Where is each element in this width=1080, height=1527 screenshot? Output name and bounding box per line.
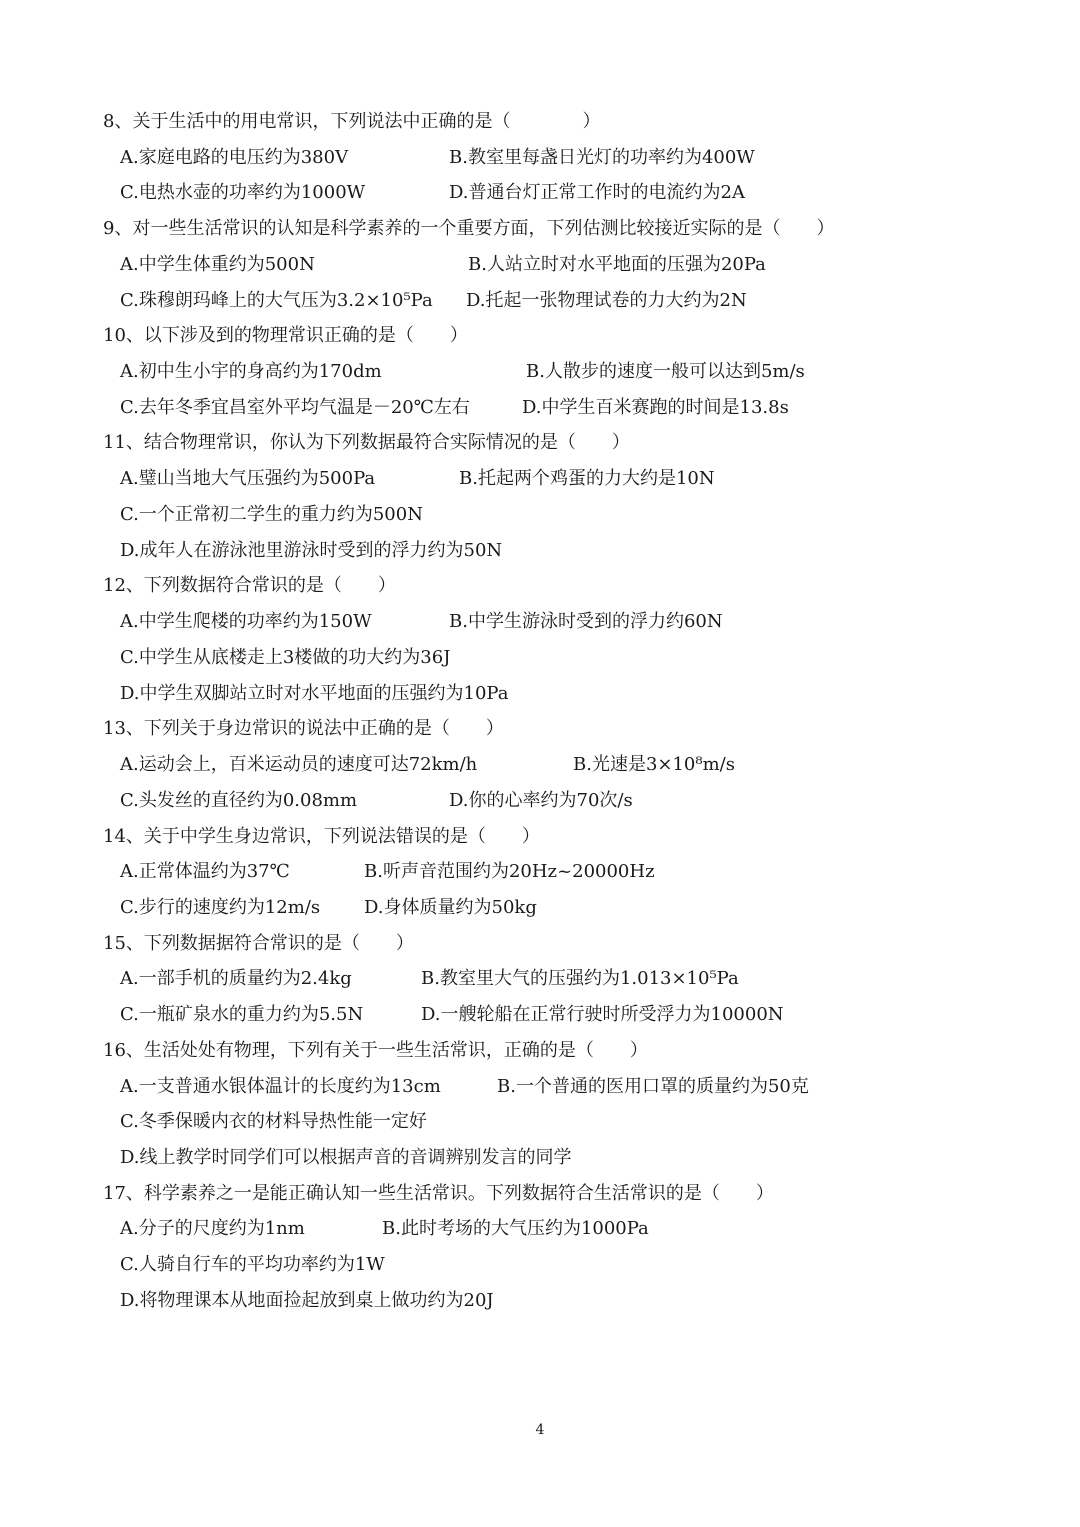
option-b: B.中学生游泳时受到的浮力约60N — [449, 611, 723, 632]
option-d: D.将物理课本从地面捡起放到桌上做功约为20J — [120, 1290, 494, 1311]
option-d: D.中学生双脚站立时对水平地面的压强约为10Pa — [120, 683, 509, 704]
question-stem: 14、关于中学生身边常识，下列说法错误的是（ ） — [103, 826, 540, 847]
option-a: A.中学生爬楼的功率约为150W — [120, 611, 372, 632]
option-a: A.璧山当地大气压强约为500Pa — [120, 468, 376, 489]
option-c: C.人骑自行车的平均功率约为1W — [120, 1254, 385, 1275]
option-c: C.步行的速度约为12m/s — [120, 897, 321, 918]
question-stem: 15、下列数据据符合常识的是（ ） — [103, 933, 414, 954]
option-b: B.光速是3×10⁸m/s — [573, 754, 735, 775]
page-number: 4 — [535, 1422, 545, 1438]
option-c: C.头发丝的直径约为0.08mm — [120, 790, 358, 811]
option-d: D.线上教学时同学们可以根据声音的音调辨别发言的同学 — [120, 1147, 572, 1168]
question-stem: 8、关于生活中的用电常识，下列说法中正确的是（ ） — [103, 111, 601, 132]
option-b: B.托起两个鸡蛋的力大约是10N — [459, 468, 715, 489]
question-stem: 17、科学素养之一是能正确认知一些生活常识。下列数据符合生活常识的是（ ） — [103, 1183, 774, 1204]
question-stem: 12、下列数据符合常识的是（ ） — [103, 575, 396, 596]
option-c: C.中学生从底楼走上3楼做的功大约为36J — [120, 647, 451, 668]
option-b: B.一个普通的医用口罩的质量约为50克 — [497, 1076, 809, 1097]
option-b: B.此时考场的大气压约为1000Pa — [382, 1218, 649, 1239]
option-a: A.初中生小宇的身高约为170dm — [120, 361, 382, 382]
question-stem: 9、对一些生活常识的认知是科学素养的一个重要方面，下列估测比较接近实际的是（ ） — [103, 218, 835, 239]
option-a: A.分子的尺度约为1nm — [120, 1218, 305, 1239]
option-d: D.你的心率约为70次/s — [449, 790, 633, 811]
option-a: A.正常体温约为37℃ — [120, 861, 290, 882]
option-a: A.中学生体重约为500N — [120, 254, 315, 275]
option-d: D.托起一张物理试卷的力大约为2N — [466, 290, 747, 311]
option-c: C.去年冬季宜昌室外平均气温是－20℃左右 — [120, 397, 470, 418]
question-stem: 11、结合物理常识，你认为下列数据最符合实际情况的是（ ） — [103, 432, 630, 453]
option-c: C.冬季保暖内衣的材料导热性能一定好 — [120, 1111, 427, 1132]
question-stem: 10、以下涉及到的物理常识正确的是（ ） — [103, 325, 468, 346]
option-a: A.家庭电路的电压约为380V — [120, 147, 349, 168]
option-b: B.人站立时对水平地面的压强为20Pa — [468, 254, 766, 275]
option-b: B.教室里大气的压强约为1.013×10⁵Pa — [421, 968, 739, 989]
question-stem: 16、生活处处有物理，下列有关于一些生活常识，正确的是（ ） — [103, 1040, 648, 1061]
question-stem: 13、下列关于身边常识的说法中正确的是（ ） — [103, 718, 504, 739]
option-b: B.人散步的速度一般可以达到5m/s — [526, 361, 805, 382]
option-d: D.中学生百米赛跑的时间是13.8s — [522, 397, 789, 418]
option-c: C.一个正常初二学生的重力约为500N — [120, 504, 423, 525]
option-d: D.成年人在游泳池里游泳时受到的浮力约为50N — [120, 540, 503, 561]
option-d: D.普通台灯正常工作时的电流约为2A — [449, 182, 745, 203]
option-b: B.教室里每盏日光灯的功率约为400W — [449, 147, 755, 168]
option-b: B.听声音范围约为20Hz~20000Hz — [364, 861, 655, 882]
option-a: A.一部手机的质量约为2.4kg — [120, 968, 352, 989]
option-a: A.一支普通水银体温计的长度约为13cm — [120, 1076, 441, 1097]
option-c: C.珠穆朗玛峰上的大气压为3.2×10⁵Pa — [120, 290, 433, 311]
option-c: C.一瓶矿泉水的重力约为5.5N — [120, 1004, 364, 1025]
option-c: C.电热水壶的功率约为1000W — [120, 182, 366, 203]
option-a: A.运动会上，百米运动员的速度可达72km/h — [120, 754, 478, 775]
option-d: D.一艘轮船在正常行驶时所受浮力为10000N — [421, 1004, 784, 1025]
option-d: D.身体质量约为50kg — [364, 897, 537, 918]
